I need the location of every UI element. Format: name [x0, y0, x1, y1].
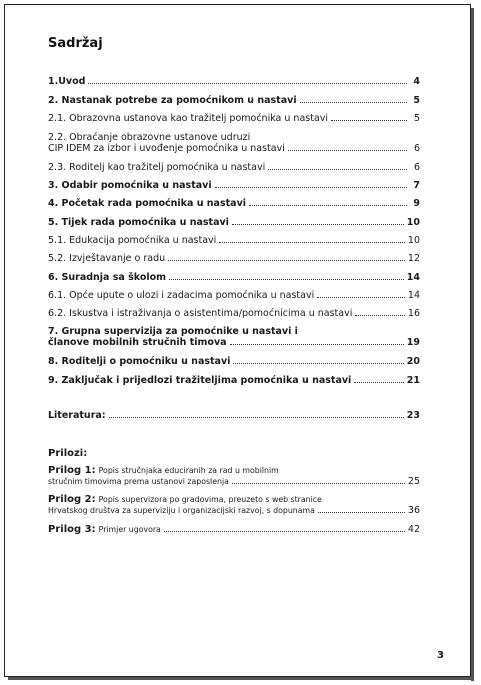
toc-leader	[300, 102, 407, 103]
toc-entry-6-2	[48, 308, 420, 319]
toc-leader	[169, 279, 404, 280]
toc-label-line1: 2.2. Obraćanje obrazovne ustanove udruzi	[48, 132, 251, 143]
toc-page: 14	[407, 290, 420, 301]
toc-label: 2. Nastanak potrebe za pomoćnikom u nastavi	[48, 95, 297, 106]
toc-page: 10	[407, 235, 420, 246]
page-shadow-right	[471, 8, 474, 681]
toc-leader	[354, 382, 403, 383]
toc-leader	[109, 417, 404, 418]
toc-label: Primjer ugovora	[98, 525, 161, 534]
toc-page: 4	[413, 76, 420, 87]
prilog-name: Prilog 1:	[48, 465, 96, 476]
toc-label: 2.1. Obrazovna ustanova kao tražitelj pomoćnika u nastavi	[48, 113, 329, 124]
toc-entry-3	[48, 180, 420, 191]
toc-entry-2-3	[48, 162, 420, 173]
toc-page: 7	[413, 180, 420, 191]
toc-entry-2-2	[48, 132, 420, 154]
page-shadow-bottom	[8, 677, 474, 680]
toc-entry-2-1	[48, 113, 420, 124]
toc-leader	[288, 150, 407, 151]
prilog-desc-line1: Popis supervizora po gradovima, preuzeto s web stranice	[98, 495, 322, 504]
toc-leader	[317, 297, 405, 298]
toc-leader	[249, 205, 407, 206]
toc-page: 16	[407, 308, 420, 319]
toc-page: 5	[413, 95, 420, 106]
prilog-2	[48, 494, 420, 516]
toc-leader	[168, 260, 405, 261]
prilog-desc-line1: Popis stručnjaka educiranih za rad u mobilnim	[98, 466, 279, 475]
toc-label: stručnim timovima prema ustanovi zaposlenja	[48, 477, 229, 486]
toc-page: 42	[407, 524, 420, 535]
toc-page: 20	[406, 356, 420, 367]
prilog-name: Prilog 3:	[48, 524, 96, 535]
toc-label: 3. Odabir pomoćnika u nastavi	[48, 180, 212, 191]
prilog-1	[48, 465, 420, 487]
toc-entry-9	[48, 375, 420, 386]
toc-page: 6	[413, 143, 420, 154]
page-title: Sadržaj	[48, 36, 103, 51]
toc-entry-1	[48, 76, 420, 87]
toc-label: 9. Zaključak i prijedlozi tražiteljima pomoćnika u nastavi	[48, 375, 352, 386]
toc-label: 1.Uvod	[48, 76, 86, 87]
toc-leader	[230, 344, 404, 345]
toc-entry-5-1	[48, 235, 420, 246]
toc-entry-literatura	[48, 410, 420, 421]
toc-entry-5	[48, 217, 420, 228]
toc-page: 21	[406, 375, 420, 386]
toc-label: Hrvatskog društva za superviziju i organizacijski razvoj, s dopunama	[48, 506, 315, 515]
toc-entry-4	[48, 198, 420, 209]
toc-page: 36	[407, 505, 420, 516]
toc-page: 5	[413, 113, 420, 124]
toc-page: 12	[407, 253, 420, 264]
toc-entry-2	[48, 95, 420, 106]
prilog-name: Prilog 2:	[48, 494, 96, 505]
toc-leader	[215, 187, 407, 188]
prilog-3	[48, 524, 420, 535]
page-number: 3	[437, 650, 444, 661]
toc-leader	[233, 363, 403, 364]
toc-label: 5.2. Izvještavanje o radu	[48, 253, 166, 264]
toc-label: 2.3. Roditelj kao tražitelj pomoćnika u nastavi	[48, 162, 266, 173]
toc-leader	[355, 315, 405, 316]
toc-label-line1: 7. Grupna supervizija za pomoćnike u nastavi i	[48, 326, 298, 337]
toc-leader	[88, 83, 407, 84]
toc-label: 4. Početak rada pomoćnika u nastavi	[48, 198, 247, 209]
toc-entry-8	[48, 356, 420, 367]
toc-label: 6. Suradnja sa školom	[48, 272, 167, 283]
toc-leader	[318, 512, 405, 513]
toc-leader	[164, 531, 405, 532]
toc-label: članove mobilnih stručnih timova	[48, 337, 227, 348]
toc-page: 10	[406, 217, 420, 228]
toc-page: 25	[407, 476, 420, 487]
toc-page: 14	[406, 272, 420, 283]
prilozi-heading: Prilozi:	[48, 448, 88, 459]
toc-page: 9	[413, 198, 420, 209]
toc-leader	[219, 242, 405, 243]
toc-entry-5-2	[48, 253, 420, 264]
toc-label: CIP IDEM za izbor i uvođenje pomoćnika u nastavi	[48, 143, 285, 154]
toc-label: 6.2. Iskustva i istraživanja o asistentima/pomoćnicima u nastavi	[48, 308, 353, 319]
toc-page: 23	[406, 410, 420, 421]
toc-label: 5. Tijek rada pomoćnika u nastavi	[48, 217, 229, 228]
toc-label: 8. Roditelji o pomoćniku u nastavi	[48, 356, 231, 367]
toc-leader	[232, 224, 404, 225]
toc-leader	[232, 483, 405, 484]
toc-page: 19	[406, 337, 420, 348]
toc-entry-7	[48, 326, 420, 348]
toc-label: 6.1. Opće upute o ulozi i zadacima pomoćnika u nastavi	[48, 290, 315, 301]
toc-leader	[331, 120, 407, 121]
toc-page: 6	[413, 162, 420, 173]
toc-leader	[268, 169, 407, 170]
toc-entry-6	[48, 272, 420, 283]
toc-label: 5.1. Edukacija pomoćnika u nastavi	[48, 235, 217, 246]
toc-entry-6-1	[48, 290, 420, 301]
toc-label: Literatura:	[48, 410, 106, 421]
